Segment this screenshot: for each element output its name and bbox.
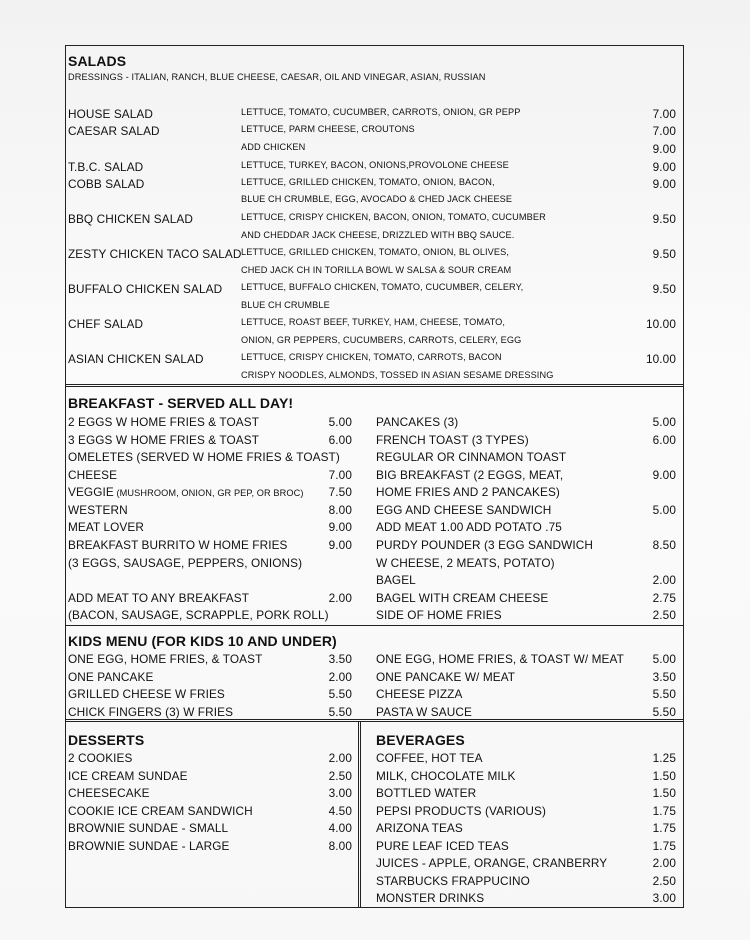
breakfast-item-note: (MUSHROOM, ONION, GR PEP, OR BROC) bbox=[113, 488, 304, 498]
salad-description: BLUE CH CRUMBLE, EGG, AVOCADO & CHED JACK CHEESE bbox=[241, 194, 513, 204]
dessert-price: 2.00 bbox=[328, 751, 352, 765]
breakfast-item-name: ADD MEAT TO ANY BREAKFAST bbox=[68, 591, 250, 605]
salad-name: BUFFALO CHICKEN SALAD bbox=[68, 282, 223, 296]
breakfast-item-name: 3 EGGS W HOME FRIES & TOAST bbox=[68, 433, 260, 447]
beverage-price: 1.75 bbox=[652, 804, 676, 818]
beverage-price: 1.50 bbox=[652, 769, 676, 783]
kids-item-price: 5.50 bbox=[652, 705, 676, 719]
divider-breakfast bbox=[65, 384, 684, 387]
beverage-name: STARBUCKS FRAPPUCINO bbox=[376, 874, 530, 888]
salad-name: ASIAN CHICKEN SALAD bbox=[68, 352, 204, 366]
breakfast-item-name: PURDY POUNDER (3 EGG SANDWICH bbox=[376, 538, 594, 552]
beverage-name: PURE LEAF ICED TEAS bbox=[376, 839, 509, 853]
salad-price: 9.00 bbox=[652, 160, 676, 174]
salad-description: LETTUCE, PARM CHEESE, CROUTONS bbox=[241, 124, 415, 134]
beverage-price: 1.75 bbox=[652, 839, 676, 853]
salad-description: LETTUCE, CRISPY CHICKEN, TOMATO, CARROTS, BACON bbox=[241, 352, 502, 362]
breakfast-item-name: FRENCH TOAST (3 TYPES) bbox=[376, 433, 529, 447]
beverage-name: MONSTER DRINKS bbox=[376, 891, 485, 905]
breakfast-item-name: CHEESE bbox=[68, 468, 118, 482]
breakfast-item-name: BAGEL WITH CREAM CHEESE bbox=[376, 591, 549, 605]
beverage-name: JUICES - APPLE, ORANGE, CRANBERRY bbox=[376, 856, 608, 870]
salad-name: CAESAR SALAD bbox=[68, 124, 160, 138]
salad-name: CHEF SALAD bbox=[68, 317, 144, 331]
breakfast-item-name: OMELETES (SERVED W HOME FRIES & TOAST) bbox=[68, 450, 340, 464]
desserts-title: DESSERTS bbox=[68, 732, 145, 748]
salad-name: COBB SALAD bbox=[68, 177, 145, 191]
breakfast-item-name: WESTERN bbox=[68, 503, 128, 517]
beverage-name: PEPSI PRODUCTS (VARIOUS) bbox=[376, 804, 546, 818]
kids-item-price: 5.50 bbox=[652, 687, 676, 701]
dessert-name: BROWNIE SUNDAE - SMALL bbox=[68, 821, 229, 835]
salad-description: LETTUCE, TOMATO, CUCUMBER, CARROTS, ONION, GR PEPP bbox=[241, 107, 521, 117]
kids-item-name: CHEESE PIZZA bbox=[376, 687, 463, 701]
salad-price: 10.00 bbox=[645, 352, 676, 366]
salad-description: LETTUCE, BUFFALO CHICKEN, TOMATO, CUCUMBER, CELERY, bbox=[241, 282, 524, 292]
kids-item-price: 3.50 bbox=[328, 652, 352, 666]
beverage-price: 3.00 bbox=[652, 891, 676, 905]
salad-description: LETTUCE, TURKEY, BACON, ONIONS,PROVOLONE CHEESE bbox=[241, 160, 509, 170]
breakfast-item-price: 2.75 bbox=[652, 591, 676, 605]
divider-desserts bbox=[65, 719, 684, 722]
breakfast-item-name: ADD MEAT 1.00 ADD POTATO .75 bbox=[376, 520, 562, 534]
beverage-price: 2.00 bbox=[652, 856, 676, 870]
salad-description: AND CHEDDAR JACK CHEESE, DRIZZLED WITH BBQ SAUCE. bbox=[241, 230, 515, 240]
beverage-price: 1.25 bbox=[652, 751, 676, 765]
breakfast-item-price: 6.00 bbox=[328, 433, 352, 447]
beverage-name: ARIZONA TEAS bbox=[376, 821, 463, 835]
breakfast-item-name: MEAT LOVER bbox=[68, 520, 144, 534]
beverages-title: BEVERAGES bbox=[376, 732, 465, 748]
kids-item-name: ONE PANCAKE W/ MEAT bbox=[376, 670, 516, 684]
breakfast-item-name: REGULAR OR CINNAMON TOAST bbox=[376, 450, 567, 464]
dessert-price: 8.00 bbox=[328, 839, 352, 853]
breakfast-item-price: 5.00 bbox=[328, 415, 352, 429]
salad-description: LETTUCE, GRILLED CHICKEN, TOMATO, ONION, BL OLIVES, bbox=[241, 247, 510, 257]
breakfast-item-price: 7.50 bbox=[328, 485, 352, 499]
salad-name: HOUSE SALAD bbox=[68, 107, 154, 121]
dessert-price: 2.50 bbox=[328, 769, 352, 783]
kids-item-price: 5.50 bbox=[328, 705, 352, 719]
breakfast-item-price: 6.00 bbox=[652, 433, 676, 447]
salad-price: 9.00 bbox=[652, 142, 676, 156]
kids-item-name: CHICK FINGERS (3) W FRIES bbox=[68, 705, 234, 719]
breakfast-item-name: EGG AND CHEESE SANDWICH bbox=[376, 503, 552, 517]
dessert-price: 4.00 bbox=[328, 821, 352, 835]
breakfast-item-price: 9.00 bbox=[652, 468, 676, 482]
breakfast-item-name: VEGGIE (MUSHROOM, ONION, GR PEP, OR BROC) bbox=[68, 485, 304, 499]
salad-price: 9.50 bbox=[652, 247, 676, 261]
divider-desserts-beverages bbox=[358, 722, 361, 908]
breakfast-item-name: (BACON, SAUSAGE, SCRAPPLE, PORK ROLL) bbox=[68, 608, 329, 622]
salads-title: SALADS bbox=[68, 53, 127, 69]
salad-name: BBQ CHICKEN SALAD bbox=[68, 212, 193, 226]
salad-name: T.B.C. SALAD bbox=[68, 160, 144, 174]
beverage-name: MILK, CHOCOLATE MILK bbox=[376, 769, 516, 783]
salad-description: BLUE CH CRUMBLE bbox=[241, 300, 330, 310]
breakfast-item-name: (3 EGGS, SAUSAGE, PEPPERS, ONIONS) bbox=[68, 556, 303, 570]
salad-description: CHED JACK CH IN TORILLA BOWL W SALSA & SOUR CREAM bbox=[241, 265, 512, 275]
kids-item-price: 5.00 bbox=[652, 652, 676, 666]
breakfast-item-name: BREAKFAST BURRITO W HOME FRIES bbox=[68, 538, 288, 552]
salad-description: ONION, GR PEPPERS, CUCUMBERS, CARROTS, CELERY, EGG bbox=[241, 335, 522, 345]
salad-description: CRISPY NOODLES, ALMONDS, TOSSED IN ASIAN SESAME DRESSING bbox=[241, 370, 554, 380]
kids-item-price: 3.50 bbox=[652, 670, 676, 684]
breakfast-item-name: PANCAKES (3) bbox=[376, 415, 459, 429]
dessert-name: CHEESECAKE bbox=[68, 786, 150, 800]
salad-description: LETTUCE, ROAST BEEF, TURKEY, HAM, CHEESE, TOMATO, bbox=[241, 317, 506, 327]
breakfast-item-name: 2 EGGS W HOME FRIES & TOAST bbox=[68, 415, 260, 429]
beverage-price: 1.75 bbox=[652, 821, 676, 835]
dessert-price: 4.50 bbox=[328, 804, 352, 818]
divider-kids bbox=[65, 625, 684, 626]
dessert-name: COOKIE ICE CREAM SANDWICH bbox=[68, 804, 253, 818]
breakfast-item-price: 7.00 bbox=[328, 468, 352, 482]
salad-price: 9.00 bbox=[652, 177, 676, 191]
kids-title: KIDS MENU (FOR KIDS 10 AND UNDER) bbox=[68, 633, 337, 649]
breakfast-item-name: BAGEL bbox=[376, 573, 416, 587]
kids-item-name: ONE PANCAKE bbox=[68, 670, 154, 684]
breakfast-item-price: 5.00 bbox=[652, 503, 676, 517]
dessert-name: BROWNIE SUNDAE - LARGE bbox=[68, 839, 230, 853]
kids-item-price: 5.50 bbox=[328, 687, 352, 701]
breakfast-item-price: 8.00 bbox=[328, 503, 352, 517]
breakfast-item-price: 9.00 bbox=[328, 538, 352, 552]
breakfast-item-name: W CHEESE, 2 MEATS, POTATO) bbox=[376, 556, 555, 570]
breakfast-item-price: 9.00 bbox=[328, 520, 352, 534]
dessert-name: ICE CREAM SUNDAE bbox=[68, 769, 188, 783]
beverage-price: 2.50 bbox=[652, 874, 676, 888]
kids-item-name: GRILLED CHEESE W FRIES bbox=[68, 687, 225, 701]
salad-price: 7.00 bbox=[652, 124, 676, 138]
kids-item-name: ONE EGG, HOME FRIES, & TOAST W/ MEAT bbox=[376, 652, 624, 666]
salads-dressings: DRESSINGS - ITALIAN, RANCH, BLUE CHEESE, CAESAR, OIL AND VINEGAR, ASIAN, RUSSIAN bbox=[68, 72, 486, 82]
dessert-price: 3.00 bbox=[328, 786, 352, 800]
kids-item-name: PASTA W SAUCE bbox=[376, 705, 472, 719]
dessert-name: 2 COOKIES bbox=[68, 751, 133, 765]
salad-price: 9.50 bbox=[652, 282, 676, 296]
breakfast-item-price: 2.00 bbox=[328, 591, 352, 605]
beverage-name: BOTTLED WATER bbox=[376, 786, 477, 800]
breakfast-item-name: SIDE OF HOME FRIES bbox=[376, 608, 502, 622]
salad-price: 9.50 bbox=[652, 212, 676, 226]
breakfast-item-price: 5.00 bbox=[652, 415, 676, 429]
beverage-name: COFFEE, HOT TEA bbox=[376, 751, 483, 765]
salad-price: 7.00 bbox=[652, 107, 676, 121]
salad-description: LETTUCE, CRISPY CHICKEN, BACON, ONION, TOMATO, CUCUMBER bbox=[241, 212, 546, 222]
salad-description: ADD CHICKEN bbox=[241, 142, 306, 152]
breakfast-title: BREAKFAST - SERVED ALL DAY! bbox=[68, 395, 294, 411]
beverage-price: 1.50 bbox=[652, 786, 676, 800]
breakfast-item-price: 8.50 bbox=[652, 538, 676, 552]
breakfast-item-price: 2.00 bbox=[652, 573, 676, 587]
salad-name: ZESTY CHICKEN TACO SALAD bbox=[68, 247, 242, 261]
kids-item-name: ONE EGG, HOME FRIES, & TOAST bbox=[68, 652, 263, 666]
breakfast-item-price: 2.50 bbox=[652, 608, 676, 622]
breakfast-item-name: HOME FRIES AND 2 PANCAKES) bbox=[376, 485, 560, 499]
kids-item-price: 2.00 bbox=[328, 670, 352, 684]
salad-price: 10.00 bbox=[645, 317, 676, 331]
breakfast-item-name: BIG BREAKFAST (2 EGGS, MEAT, bbox=[376, 468, 564, 482]
salad-description: LETTUCE, GRILLED CHICKEN, TOMATO, ONION, BACON, bbox=[241, 177, 495, 187]
